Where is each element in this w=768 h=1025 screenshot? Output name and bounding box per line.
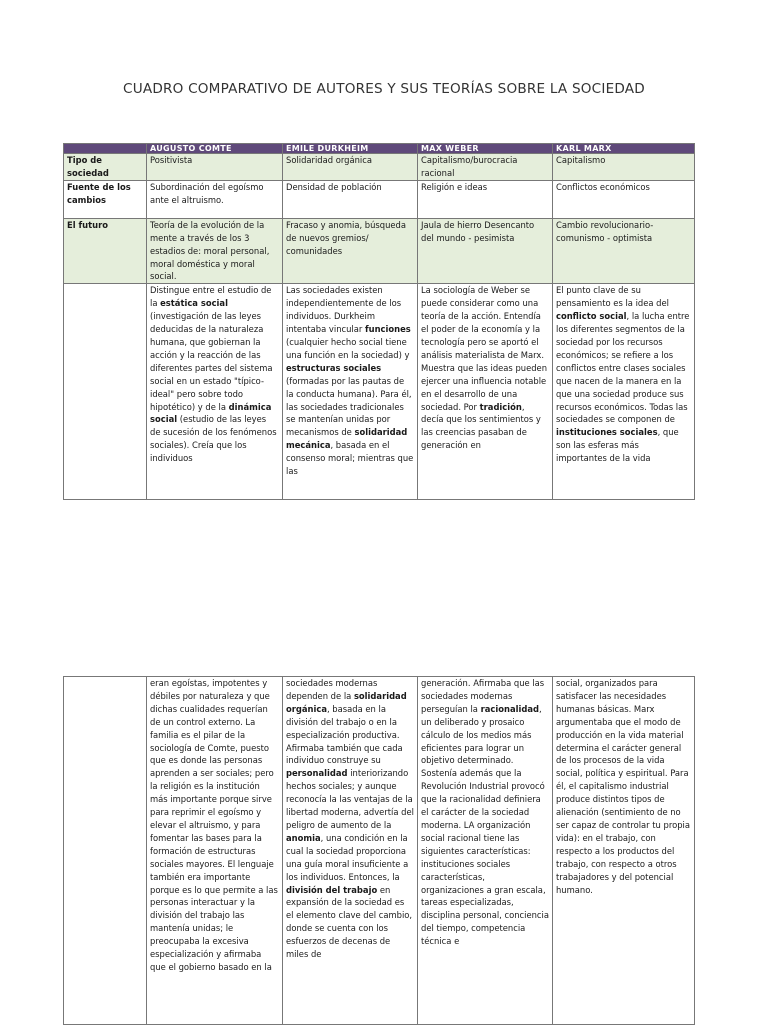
table-row-fuente <box>64 180 695 218</box>
text-run: , un deliberado y prosaico cálculo de los medios más eficientes para lograr un objetivo determinado. Sostenía además que la Revolución Industrial provocó que la racionalidad definiera el carácter de la sociedad moderna. LA organización social racional tiene las siguientes características: instituciones sociales características, organizaciones a gran escala, tareas especializadas, disciplina personal, conciencia del tiempo, competencia técnica e <box>421 703 549 947</box>
rich-text-cell <box>150 677 279 1024</box>
text-run: El punto clave de su pensamiento es la idea del <box>556 285 669 309</box>
text-run: (formadas por las pautas de la conducta humana). Para él, las sociedades tradicionales se mantenían unidas por mecanismos de <box>286 375 412 438</box>
comparison-table <box>63 143 695 500</box>
text-run: (estudio de las leyes de sucesión de los fenómenos sociales). Creía que los individuos <box>150 414 277 464</box>
table-cell <box>147 284 283 500</box>
bold-term: funciones <box>364 324 411 335</box>
table-cell: Capitalismo <box>553 154 695 181</box>
table-cell <box>283 284 418 500</box>
bold-term: racionalidad <box>480 703 539 714</box>
row-label-empty <box>64 284 147 500</box>
table-row-descripcion-cont <box>64 677 695 1025</box>
rich-text-cell <box>556 284 691 499</box>
text-run: generación. Afirmaba que las sociedades modernas perseguían la <box>421 678 545 714</box>
text-run: interiorizando hechos sociales; y aunque reconocía la las ventajas de la libertad moderna, advertía del peligro de aumento de la <box>286 768 414 830</box>
table-cell <box>147 677 283 1025</box>
table-row-futuro <box>64 218 695 284</box>
header-weber: MAX WEBER <box>418 144 553 154</box>
page-title: CUADRO COMPARATIVO DE AUTORES Y SUS TEORÍAS SOBRE LA SOCIEDAD <box>123 81 645 97</box>
text-run: social, organizados para satisfacer las necesidades humanas básicas. Marx argumentaba que el modo de producción en la vida material determina el carácter general de los procesos de la vida social, política y espiritual. Para él, el capitalismo industrial produce distintos tipos de alienación (sentimiento de no ser capaz de controlar tu propia vida): en el trabajo, con respecto a los productos del trabajo, con respecto a otros trabajadores y del potencial humano. <box>556 678 690 895</box>
bold-term: personalidad <box>286 768 348 779</box>
rich-text-cell <box>286 677 414 1024</box>
bold-term: instituciones sociales <box>556 427 658 438</box>
table-cell <box>553 677 695 1025</box>
header-comte: AUGUSTO COMTE <box>147 144 283 154</box>
bold-term: estática social <box>160 298 228 309</box>
table-cell: Conflictos económicos <box>553 180 695 218</box>
rich-text-cell <box>421 677 549 1024</box>
header-corner-cell <box>64 144 147 154</box>
bold-term: división del trabajo <box>286 884 378 895</box>
table-cell <box>418 284 553 500</box>
text-run: La sociología de Weber se puede considerar como una teoría de la acción. Entendía el poder de la economía y la tecnología pero se aportó el análisis materialista de Marx. Muestra que las ideas pueden ejercer una influencia notable en el desarrollo de una sociedad. Por <box>421 285 548 412</box>
text-run: (investigación de las leyes deducidas de la naturaleza humana, que gobiernan la acción y la reacción de las diferentes partes del sistema social en un estado "típico-ideal" pero sobre todo hipotético) y de la <box>150 311 273 412</box>
bold-term: conflicto social <box>556 311 627 322</box>
table-cell: Densidad de población <box>283 180 418 218</box>
table-cell: Capitalismo/burocracia racional <box>418 154 553 181</box>
bold-term: tradición <box>479 401 522 412</box>
header-durkheim: EMILE DURKHEIM <box>283 144 418 154</box>
table-cell <box>553 284 695 500</box>
table-cell: Fracaso y anomia, búsqueda de nuevos gremios/ comunidades <box>283 218 418 284</box>
table-cell: Jaula de hierro Desencanto del mundo - pesimista <box>418 218 553 284</box>
comparison-table-continued <box>63 676 695 1025</box>
table-row-descripcion <box>64 284 695 500</box>
text-run: eran egoístas, impotentes y débiles por naturaleza y que dichas cualidades requerían de un control externo. La familia es el pilar de la sociología de Comte, puesto que es donde las personas aprenden a ser sociales; pero la religión es la institución más importante porque sirve para reprimir el egoísmo y elevar el altruismo, y para fomentar las bases para la formación de estructuras sociales mayores. El lenguaje también era importante porque es lo que permite a las personas interactuar y la división del trabajo las mantenía unidas; le preocupaba la excesiva especialización y afirmaba que el gobierno basado en la <box>150 678 278 972</box>
text-run: , que son las esferas más importantes de la vida <box>556 427 679 464</box>
table-cell: Cambio revolucionario-comunismo - optimista <box>553 218 695 284</box>
header-marx: KARL MARX <box>553 144 695 154</box>
bold-term: anomia <box>286 832 321 843</box>
text-run: en expansión de la sociedad es el elemento clave del cambio, donde se cuenta con los esfuerzos de decenas de miles de <box>286 884 413 960</box>
rich-text-cell <box>150 284 279 499</box>
text-run: Las sociedades existen independientemente de los individuos. Durkheim intentaba vincular <box>286 285 402 335</box>
bold-term: estructuras sociales <box>286 362 382 373</box>
text-run: , basada en la división del trabajo o en la especialización productiva. Afirmaba también que cada individuo construye su <box>286 703 403 766</box>
table-header-row <box>64 144 695 154</box>
rich-text-cell <box>556 677 691 1024</box>
table-cell: Teoría de la evolución de la mente a través de los 3 estadios de: moral personal, moral doméstica y moral social. <box>147 218 283 284</box>
table-cell <box>418 677 553 1025</box>
text-run: , decía que los sentimientos y las creencias pasaban de generación en <box>421 401 541 451</box>
text-run: , una condición en la cual la sociedad proporciona una guía moral insuficiente a los individuos. Entonces, la <box>286 832 409 882</box>
bold-term: solidaridad orgánica <box>286 690 407 714</box>
table-row-tipo <box>64 154 695 181</box>
bold-term: dinámica social <box>150 401 272 425</box>
text-run: Distingue entre el estudio de la <box>150 285 272 309</box>
row-label: Fuente de los cambios <box>64 180 147 218</box>
text-run: , la lucha entre los diferentes segmentos de la sociedad por los recursos económicos; se refiere a los conflictos entre clases sociales que nacen de la manera en la que una sociedad produce sus recursos económicos. Todas las sociedades se componen de <box>556 311 690 425</box>
table-cell: Solidaridad orgánica <box>283 154 418 181</box>
row-label: Tipo de sociedad <box>64 154 147 181</box>
rich-text-cell <box>286 284 414 499</box>
row-label: El futuro <box>64 218 147 284</box>
table-cell: Positivista <box>147 154 283 181</box>
text-run: sociedades modernas dependen de la <box>286 678 378 701</box>
table-cell: Religión e ideas <box>418 180 553 218</box>
text-run: (cualquier hecho social tiene una función en la sociedad) y <box>286 336 410 360</box>
bold-term: solidaridad mecánica <box>286 427 408 451</box>
table-cell <box>283 677 418 1025</box>
rich-text-cell <box>421 284 549 499</box>
row-label-empty <box>64 677 147 1025</box>
table-cell: Subordinación del egoísmo ante el altruismo. <box>147 180 283 218</box>
text-run: , basada en el consenso moral; mientras que las <box>286 440 414 477</box>
